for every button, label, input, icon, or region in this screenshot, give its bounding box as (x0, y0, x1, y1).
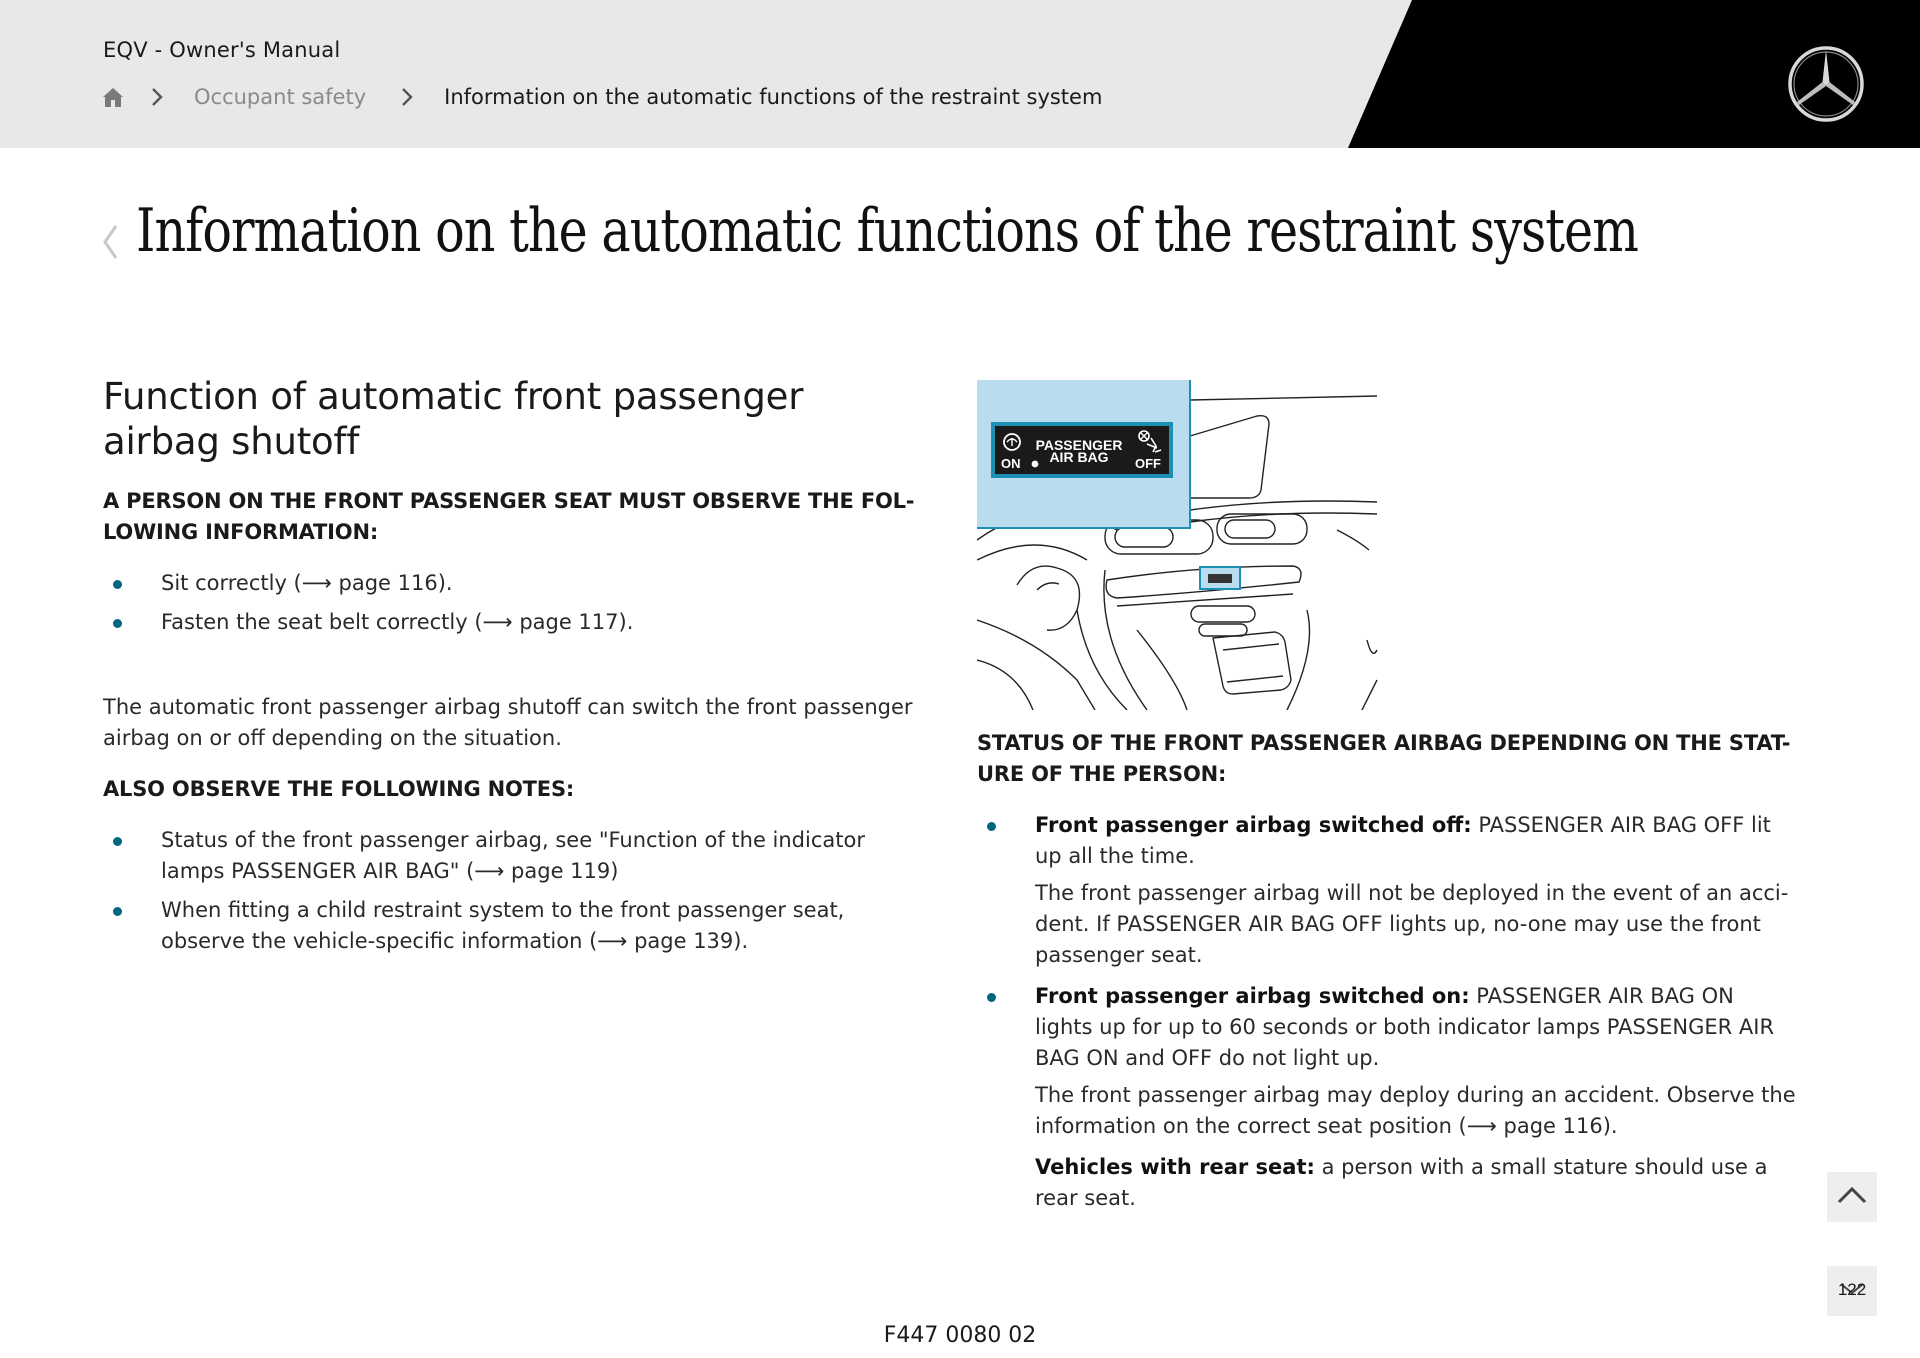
right-column (977, 728, 1797, 1240)
status-list (977, 810, 1797, 1214)
on-item-label: Front passenger airbag switched on: (1035, 984, 1470, 1008)
on-item-text: PASSENGER AIR BAG ON lights up for up to 60 seconds or both indicator lamps PASSENGER AIR BAG ON and OFF do not light up. (1035, 984, 1775, 1070)
chevron-right-icon (400, 86, 414, 108)
list-item (977, 810, 1797, 971)
rear-seat-text: a person with a small stature should use a rear seat. (1035, 1155, 1768, 1210)
breadcrumb (102, 82, 1102, 112)
list-item-text[interactable]: Status of the front passenger airbag, see "Function of the indicator lamps PASSENGER AIR BAG" (⟶ page 119) (161, 828, 865, 883)
list-item (103, 607, 923, 638)
chevron-up-icon (1827, 1172, 1877, 1222)
list-item-text[interactable]: When fitting a child restraint system to the front passenger seat, observe the vehicle-specific information (⟶ page 139). (161, 898, 845, 953)
bullet-dot (113, 580, 122, 589)
breadcrumb-current: Information on the automatic functions of the restraint system (444, 85, 1103, 109)
bullet-dot (113, 837, 122, 846)
home-icon[interactable] (102, 86, 124, 108)
section-title: Function of automatic front passenger airbag shutoff (103, 375, 804, 463)
left-column (103, 374, 923, 983)
bullet-dot (987, 822, 996, 831)
notice-list (103, 568, 923, 638)
notes-heading: ALSO OBSERVE THE FOLLOWING NOTES: (103, 777, 575, 801)
list-item (103, 825, 923, 887)
airbag-indicator-illustration (977, 380, 1379, 710)
off-item-detail: The front passenger airbag will not be deployed in the event of an acci-dent. If PASSENGER AIR BAG OFF lights up, no-one may use the front passenger seat. (1035, 881, 1789, 967)
panel-line-1: PASSENGER (1035, 437, 1123, 453)
list-item (103, 895, 923, 957)
off-label: OFF (1135, 456, 1161, 471)
bullet-dot (987, 993, 996, 1002)
description-paragraph: The automatic front passenger airbag shutoff can switch the front passenger airbag on or off depending on the situation. (103, 695, 913, 750)
off-item-label: Front passenger airbag switched off: (1035, 813, 1472, 837)
notice-heading: A PERSON ON THE FRONT PASSENGER SEAT MUST OBSERVE THE FOL-LOWING INFORMATION: (103, 489, 915, 544)
breadcrumb-link-occupant-safety[interactable]: Occupant safety (194, 85, 367, 109)
chevron-left-icon[interactable] (100, 222, 120, 262)
header-bar (0, 0, 1920, 148)
bullet-dot (113, 619, 122, 628)
on-label: ON (1001, 456, 1021, 471)
header-black-panel (0, 0, 1920, 148)
panel-line-2: AIR BAG (1049, 449, 1109, 465)
three-pointed-star-icon[interactable] (1786, 44, 1866, 124)
rear-seat-label: Vehicles with rear seat: (1035, 1155, 1315, 1179)
list-item (103, 568, 923, 599)
scroll-up-button[interactable] (1827, 1172, 1877, 1222)
chevron-right-icon (150, 86, 164, 108)
page-down-button[interactable] (1827, 1266, 1877, 1316)
page-number: 122 (1837, 1280, 1867, 1299)
page-title: Information on the automatic functions of the restraint system (136, 196, 1638, 266)
list-item-text[interactable]: Sit correctly (⟶ page 116). (161, 571, 453, 595)
manual-title[interactable]: EQV - Owner's Manual (103, 38, 341, 62)
list-item (977, 981, 1797, 1214)
figure-code: F447 0080 02 (883, 1323, 1037, 1348)
bullet-dot (113, 907, 122, 916)
off-item-text: PASSENGER AIR BAG OFF lit up all the time. (1035, 813, 1771, 868)
notes-list (103, 825, 923, 957)
status-heading: STATUS OF THE FRONT PASSENGER AIRBAG DEPENDING ON THE STAT-URE OF THE PERSON: (977, 731, 1791, 786)
on-item-detail[interactable]: The front passenger airbag may deploy during an accident. Observe the information on the correct seat position (⟶ page 116). (1035, 1083, 1796, 1138)
list-item-text[interactable]: Fasten the seat belt correctly (⟶ page 117). (161, 610, 634, 634)
